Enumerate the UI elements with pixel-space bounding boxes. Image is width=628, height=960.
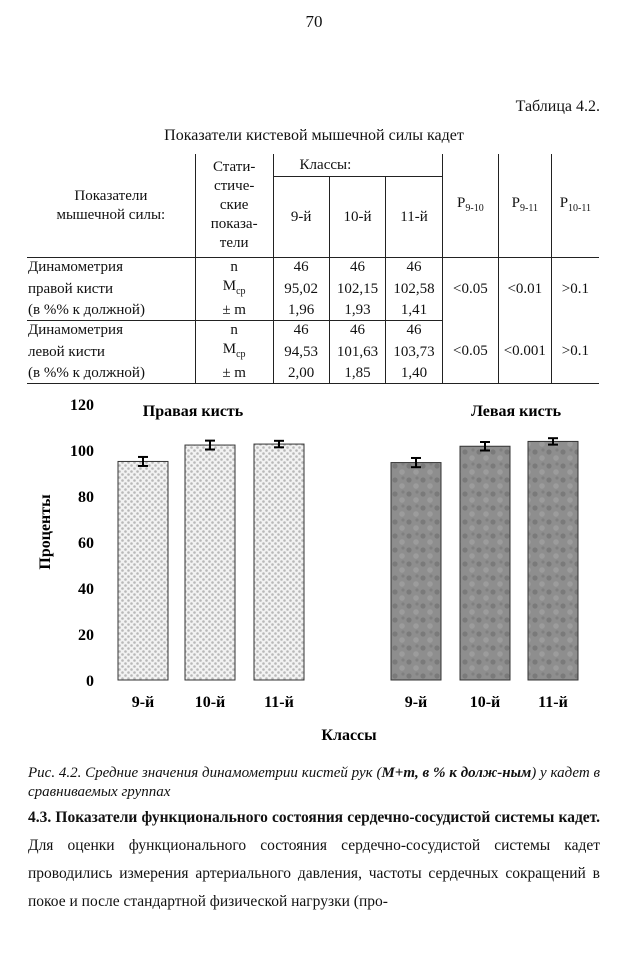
table-cell: 101,63 [329, 340, 386, 364]
header-parameters [27, 154, 195, 258]
x-tick-label: 10-й [469, 694, 501, 711]
x-tick-label: 9-й [131, 694, 155, 711]
table-cell: 2,00 [273, 364, 329, 384]
x-tick-label: 9-й [404, 694, 428, 711]
header-statistics-line: Стати- [212, 159, 256, 175]
header-statistics-line: ские [219, 197, 249, 213]
section-body: Для оценки функционального состояния сердечно-сосудистой системы кадет проводились измерения артериального давления, частоты сердечных сокращений в покое и после стандартной физической нагрузки (про- [28, 837, 600, 910]
header-statistics-line: стиче- [213, 178, 255, 194]
table-row [27, 321, 599, 341]
header-p-9-10: $P_{9-10}$ [442, 154, 498, 258]
header-statistics-line: показа- [210, 216, 258, 232]
table-cell: 1,85 [329, 364, 386, 384]
y-tick-label: 80 [78, 489, 94, 506]
x-axis-label: Классы [321, 727, 377, 744]
p-value: <0.001 [498, 321, 551, 384]
table-title: Показатели кистевой мышечной силы кадет [164, 127, 464, 144]
p-value: <0.05 [442, 258, 498, 321]
header-classes: Классы: [273, 154, 442, 177]
y-axis-label: Проценты [37, 494, 54, 570]
dynamometry-bar-chart [28, 392, 608, 752]
x-tick-label: 11-й [264, 694, 294, 711]
table-cell: 94,53 [273, 340, 329, 364]
header-class-9: 9-й [273, 177, 329, 258]
row-stat: $M_{ср}$ [195, 340, 273, 364]
header-class-10: 10-й [329, 177, 386, 258]
table-cell: 46 [386, 258, 443, 278]
y-tick-label: 20 [78, 627, 94, 644]
x-tick-label: 10-й [194, 694, 226, 711]
row-stat: n [195, 321, 273, 341]
dynamometry-table [27, 154, 599, 384]
section-paragraph [28, 804, 600, 916]
table-cell: 46 [329, 258, 386, 278]
panel-title-right-hand: Правая кисть [142, 403, 244, 420]
header-class-11: 11-й [386, 177, 443, 258]
bar [460, 446, 510, 680]
x-tick-label: 11-й [538, 694, 568, 711]
row-stat: ± m [195, 301, 273, 321]
bar [185, 445, 235, 680]
row-name: правой кисти [27, 277, 195, 301]
table-cell: 1,41 [386, 301, 443, 321]
header-parameters-line: мышечной силы: [56, 206, 166, 223]
table-row [27, 258, 599, 278]
bar [391, 463, 441, 680]
y-tick-label: 100 [70, 443, 94, 460]
table-cell: 1,40 [386, 364, 443, 384]
row-stat: $M_{ср}$ [195, 277, 273, 301]
panel-title-left-hand: Левая кисть [470, 403, 562, 420]
header-p-10-11: $P_{10-11}$ [551, 154, 599, 258]
bar [118, 461, 168, 680]
row-stat: ± m [195, 364, 273, 384]
table-cell: 1,96 [273, 301, 329, 321]
y-tick-label: 0 [86, 673, 94, 690]
y-tick-label: 60 [78, 535, 94, 552]
table-cell: 103,73 [386, 340, 443, 364]
table-cell: 102,15 [329, 277, 386, 301]
row-name: (в %% к должной) [27, 301, 195, 321]
p-value: >0.1 [551, 258, 599, 321]
table-cell: 46 [273, 258, 329, 278]
table-cell: 46 [329, 321, 386, 341]
row-name: Динамометрия [27, 258, 195, 278]
table-cell: 102,58 [386, 277, 443, 301]
table-header-row [27, 154, 599, 177]
bar [528, 441, 578, 680]
bar [254, 444, 304, 680]
header-statistics-line: тели [219, 235, 249, 251]
row-name: (в %% к должной) [27, 364, 195, 384]
y-tick-label: 120 [70, 397, 94, 414]
header-parameters-line: Показатели [74, 187, 148, 204]
table-label: Таблица 4.2. [515, 98, 600, 115]
table-cell: 95,02 [273, 277, 329, 301]
p-value: >0.1 [551, 321, 599, 384]
page-number: 70 [305, 12, 323, 31]
row-name: Динамометрия [27, 321, 195, 341]
p-value: <0.05 [442, 321, 498, 384]
p-value: <0.01 [498, 258, 551, 321]
table-cell: 1,93 [329, 301, 386, 321]
row-name: левой кисти [27, 340, 195, 364]
section-heading: 4.3. Показатели функционального состояния сердечно-сосудистой системы кадет. [28, 809, 600, 826]
figure-caption: Рис. 4.2. Средние значения динамометрии кистей рук (М+m, в % к долж-ным) у кадет в сравниваемых группах [28, 765, 601, 800]
row-stat: n [195, 258, 273, 278]
table-cell: 46 [273, 321, 329, 341]
y-tick-label: 40 [78, 581, 94, 598]
header-p-9-11: $P_{9-11}$ [498, 154, 551, 258]
header-statistics [195, 154, 273, 258]
table-cell: 46 [386, 321, 443, 341]
